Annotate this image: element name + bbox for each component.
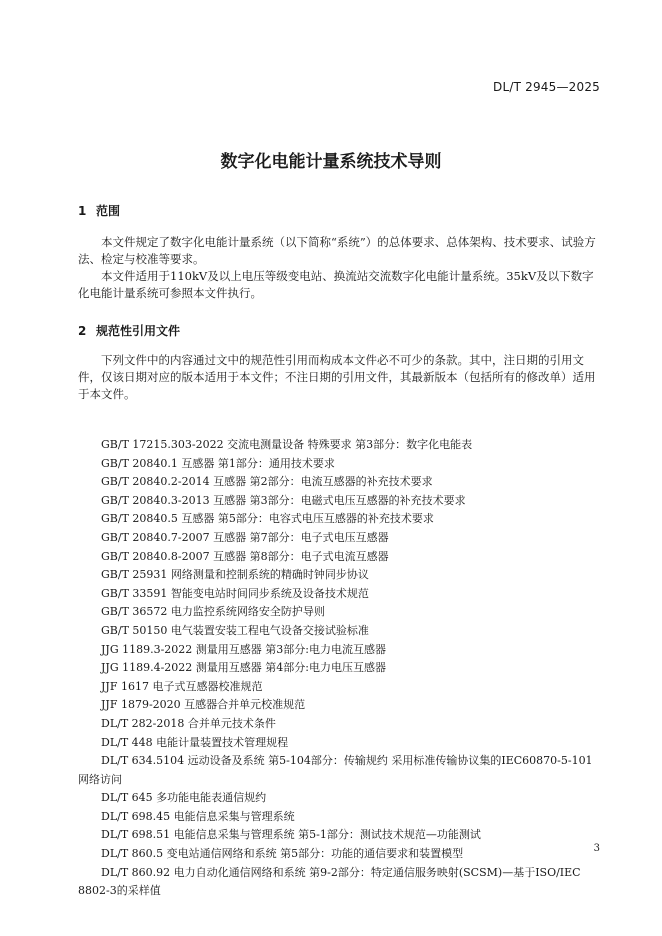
reference-item: GB/T 20840.7-2007 互感器 第7部分：电子式电压互感器 [101, 530, 389, 544]
references-intro: 下列文件中的内容通过文中的规范性引用而构成本文件必不可少的条款。其中，注日期的引用文件，仅该日期对应的版本适用于本文件；不注日期的引用文件，其最新版本（包括所有的修改单）适用于本文件。 [78, 353, 596, 401]
section-2-heading [78, 322, 180, 339]
reference-item: JJG 1189.3-2022 测量用互感器 第3部分:电力电流互感器 [101, 642, 386, 656]
reference-item: DL/T 282-2018 合并单元技术条件 [101, 716, 276, 730]
section-1-number: 1 [78, 204, 87, 218]
reference-item: JJF 1617 电子式互感器校准规范 [101, 679, 263, 693]
scope-paragraph-2: 本文件适用于110kV及以上电压等级变电站、换流站交流数字化电能计量系统。35kV及以下数字化电能计量系统可参照本文件执行。 [78, 269, 594, 300]
reference-item: DL/T 860.5 变电站通信网络和系统 第5部分：功能的通信要求和装置模型 [101, 847, 464, 861]
reference-item: DL/T 448 电能计量装置技术管理规程 [101, 735, 289, 749]
reference-item: DL/T 698.45 电能信息采集与管理系统 [101, 809, 295, 823]
reference-item: GB/T 33591 智能变电站时间同步系统及设备技术规范 [101, 586, 369, 600]
section-2-title: 规范性引用文件 [96, 324, 181, 338]
reference-item: GB/T 20840.3-2013 互感器 第3部分：电磁式电压互感器的补充技术要求 [101, 493, 466, 507]
reference-item: GB/T 20840.5 互感器 第5部分：电容式电压互感器的补充技术要求 [101, 512, 434, 526]
reference-item: JJG 1189.4-2022 测量用互感器 第4部分:电力电压互感器 [101, 661, 386, 675]
section-1-heading [78, 202, 120, 219]
reference-item: DL/T 645 多功能电能表通信规约 [101, 791, 267, 805]
document-code: DL/T 2945—2025 [493, 80, 600, 94]
reference-item: GB/T 20840.2-2014 互感器 第2部分：电流互感器的补充技术要求 [101, 475, 433, 489]
reference-item: GB/T 50150 电气装置安装工程电气设备交接试验标准 [101, 623, 369, 637]
reference-item: GB/T 20840.8-2007 互感器 第8部分：电子式电流互感器 [101, 549, 389, 563]
reference-item: GB/T 25931 网络测量和控制系统的精确时钟同步协议 [101, 568, 369, 582]
scope-paragraph-1: 本文件规定了数字化电能计量系统（以下简称“系统”）的总体要求、总体架构、技术要求、试验方法、检定与校准等要求。 [78, 235, 596, 266]
reference-list [78, 436, 603, 901]
section-2-number: 2 [78, 324, 87, 338]
reference-item: GB/T 17215.303-2022 交流电测量设备 特殊要求 第3部分：数字化电能表 [101, 438, 473, 451]
reference-item: DL/T 860.92 电力自动化通信网络和系统 第9-2部分：特定通信服务映射(SCSM)—基于ISO/IEC 8802-3的采样值 [78, 865, 581, 898]
reference-item: GB/T 20840.1 互感器 第1部分：通用技术要求 [101, 456, 335, 470]
page-number: 3 [593, 843, 600, 854]
reference-item: JJF 1879-2020 互感器合并单元校准规范 [101, 698, 306, 712]
document-title: 数字化电能计量系统技术导则 [220, 152, 442, 172]
reference-item: GB/T 36572 电力监控系统网络安全防护导则 [101, 605, 325, 619]
reference-item: DL/T 698.51 电能信息采集与管理系统 第5-1部分：测试技术规范—功能测试 [101, 828, 481, 842]
section-1-title: 范围 [96, 204, 121, 218]
reference-item: DL/T 634.5104 远动设备及系统 第5-104部分：传输规约 采用标准传输协议集的IEC60870-5-101网络访问 [78, 754, 593, 786]
